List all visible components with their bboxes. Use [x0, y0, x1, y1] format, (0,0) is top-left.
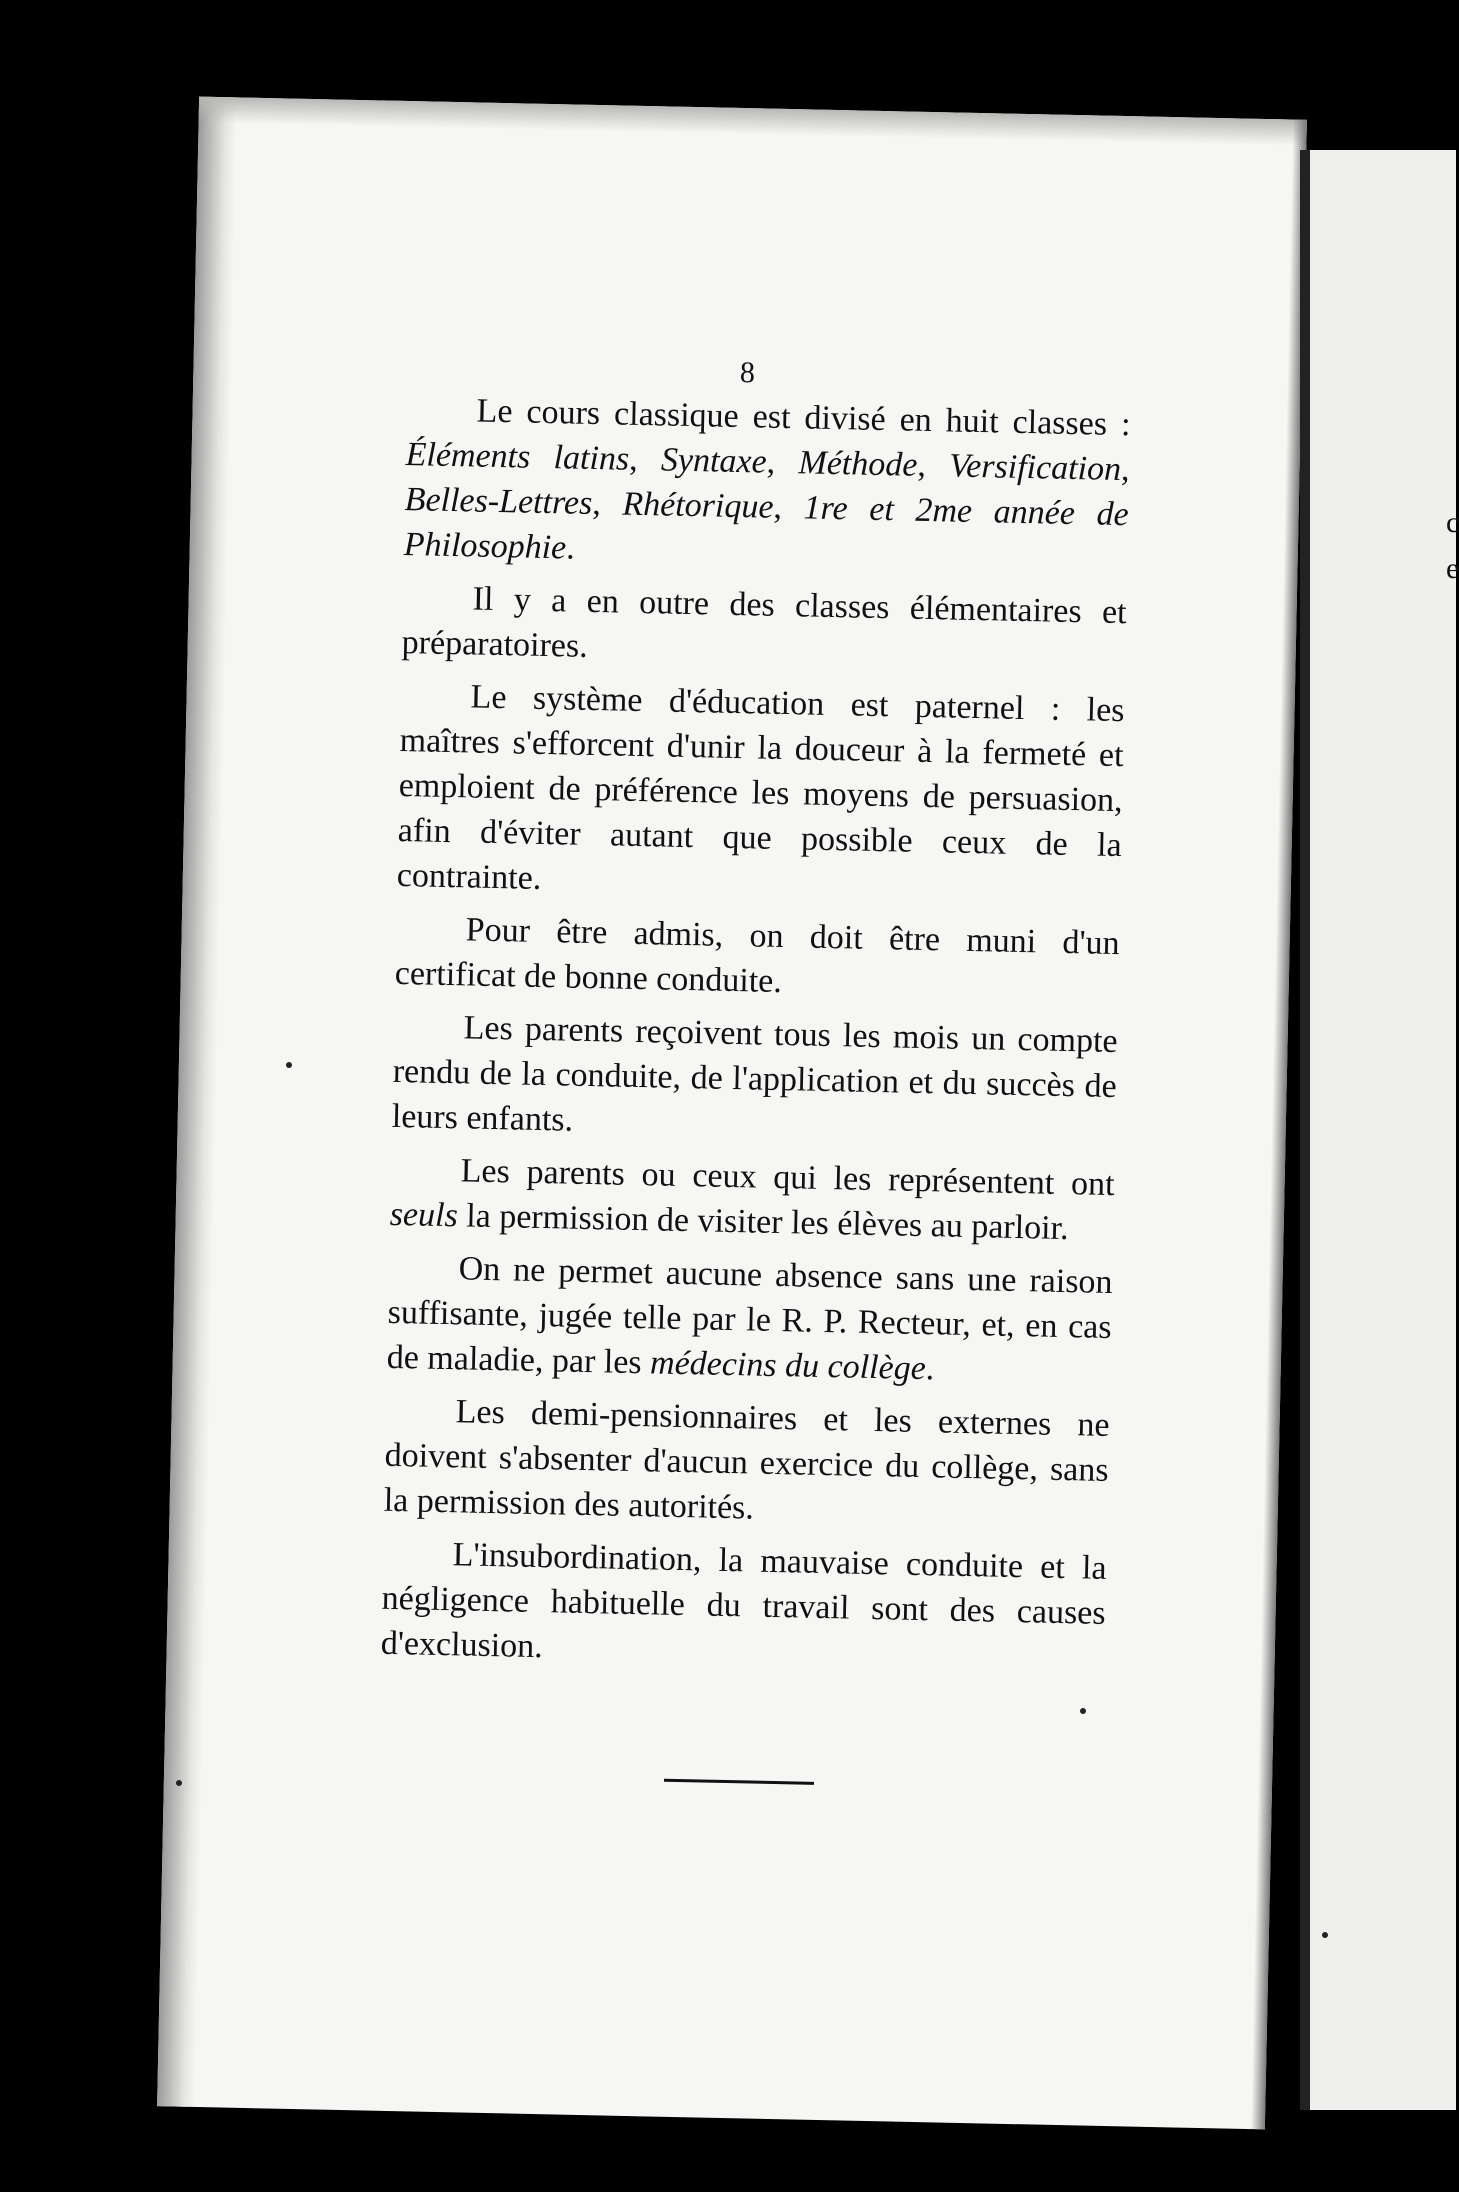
- page-top-edge: [199, 97, 1307, 146]
- book-page: [157, 97, 1307, 2130]
- text-run: Pour être admis, on doit être muni d'un certificat de bonne conduite.: [394, 911, 1121, 1001]
- text-run: Les parents ou ceux qui les représentent ont: [460, 1152, 1115, 1204]
- facing-page: [1300, 150, 1459, 2110]
- paragraph: [396, 673, 1125, 913]
- facing-page-letter: c: [1446, 506, 1459, 539]
- text-run: ,: [917, 446, 950, 485]
- facing-page-edge: [1300, 150, 1310, 2110]
- facing-page-letters: [1446, 500, 1459, 592]
- ink-speck: [1322, 1932, 1328, 1938]
- text-run: On ne permet aucune absence sans une raison suffisante, jugée telle par le R. P. Recteur, et, en cas de maladie, par les: [386, 1250, 1113, 1382]
- paragraph: [389, 1147, 1115, 1252]
- text-run: Les parents reçoivent tous les mois un compte rendu de la conduite, de l'application et du succès de leurs enfants.: [391, 1009, 1118, 1139]
- text-run: ,: [1120, 451, 1130, 489]
- italic-run: Belles-Lettres: [404, 481, 593, 522]
- page-gutter-shadow: [157, 97, 237, 2107]
- body-text: [380, 387, 1131, 1689]
- italic-run: Versification: [948, 447, 1122, 489]
- paragraph: [403, 387, 1131, 582]
- text-run: Les demi-pensionnaires et les externes ne doivent s'absenter d'aucun exercice du collège, sans la permission des autorités.: [383, 1393, 1110, 1527]
- text-run: ,: [773, 488, 805, 527]
- paragraph: [380, 1531, 1107, 1681]
- text-run: Il y a en outre des classes élémentaires et préparatoires.: [401, 580, 1127, 665]
- page-number: 8: [739, 356, 756, 390]
- text-run: L'insubordination, la mauvaise conduite et la négligence habituelle du travail sont des causes d'exclusion.: [380, 1536, 1107, 1666]
- italic-run: seuls: [389, 1195, 459, 1235]
- paragraph: [383, 1388, 1110, 1538]
- italic-run: Rhétorique: [622, 485, 774, 526]
- text-run: Le système d'éducation est paternel : les maîtres s'efforcent d'unir la douceur à la fermeté et emploient de préférence les moyens de persuasion, afin d'éviter autant que possible ceux de la contrainte.: [396, 678, 1125, 897]
- paragraph: [394, 906, 1120, 1011]
- text-run: ,: [628, 440, 662, 479]
- page-right-edge: [1251, 120, 1307, 2130]
- end-rule: [664, 1779, 814, 1785]
- italic-run: 1re et 2me année de Philosophie: [403, 489, 1130, 567]
- paragraph: [386, 1245, 1113, 1395]
- italic-run: médecins du collège: [649, 1344, 927, 1388]
- text-run: .: [925, 1350, 935, 1388]
- text-run: la permission de visiter les élèves au parloir.: [457, 1197, 1069, 1248]
- text-run: .: [565, 529, 576, 567]
- text-run: Le cours classique est divisé en huit classes :: [476, 392, 1131, 444]
- paragraph: [401, 575, 1127, 680]
- italic-run: Méthode: [798, 444, 918, 484]
- ink-speck: [176, 1780, 182, 1786]
- text-run: ,: [591, 484, 623, 523]
- italic-run: Syntaxe: [660, 441, 768, 481]
- paragraph: [391, 1004, 1118, 1154]
- ink-speck: [1080, 1708, 1086, 1714]
- text-run: ,: [766, 443, 799, 482]
- facing-page-letter: e: [1446, 552, 1459, 585]
- italic-run: Éléments latins: [405, 436, 630, 478]
- ink-speck: [286, 1062, 292, 1068]
